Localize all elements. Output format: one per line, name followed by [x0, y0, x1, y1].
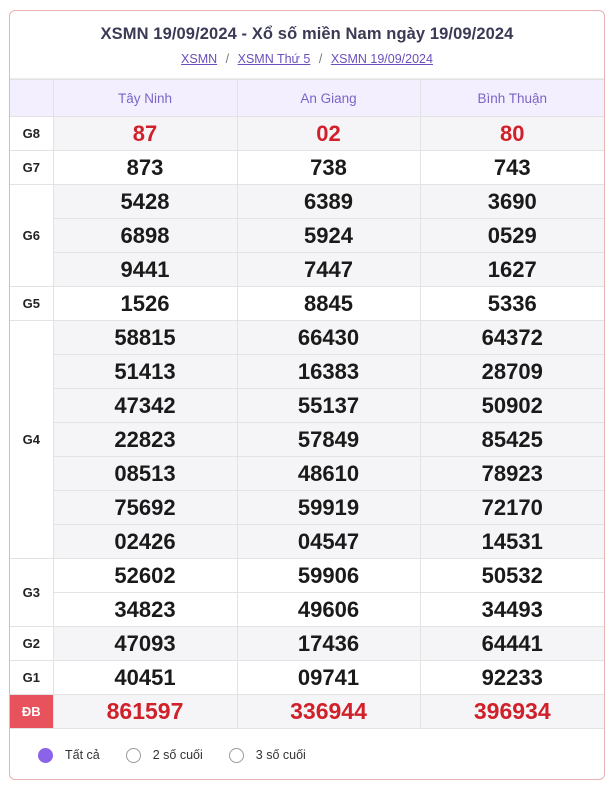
prize-number: 6898 [53, 219, 237, 253]
prize-number: 59919 [237, 491, 420, 525]
prize-number: 55137 [237, 389, 420, 423]
prize-label: G3 [10, 559, 53, 627]
breadcrumb-separator: / [318, 52, 323, 66]
prize-number: 8845 [237, 287, 420, 321]
prize-number: 34823 [53, 593, 237, 627]
prize-number: 64372 [420, 321, 604, 355]
prize-number: 16383 [237, 355, 420, 389]
filter-option-all[interactable] [38, 748, 100, 763]
prize-number: 72170 [420, 491, 604, 525]
prize-label: G7 [10, 151, 53, 185]
prize-number: 49606 [237, 593, 420, 627]
radio-unselected-icon[interactable] [229, 748, 244, 763]
special-prize-number: 861597 [53, 695, 237, 729]
filter-option-label: Tất cả [65, 748, 100, 762]
prize-row-g4 [10, 491, 604, 525]
prize-row-g7 [10, 151, 604, 185]
filter-option-label: 3 số cuối [255, 748, 306, 762]
prize-number: 87 [53, 117, 237, 151]
province-header[interactable]: An Giang [237, 80, 420, 117]
prize-number: 3690 [420, 185, 604, 219]
breadcrumb-link-xsmn[interactable]: XSMN [181, 52, 218, 66]
filter-option-label: 2 số cuối [152, 748, 203, 762]
prize-row-g4 [10, 525, 604, 559]
prize-label: G8 [10, 117, 53, 151]
breadcrumb [10, 52, 604, 66]
prize-row-g4 [10, 457, 604, 491]
prize-row-g5 [10, 287, 604, 321]
prize-number: 51413 [53, 355, 237, 389]
prize-label: G5 [10, 287, 53, 321]
results-header [10, 11, 604, 79]
prize-number: 1526 [53, 287, 237, 321]
province-header[interactable]: Tây Ninh [53, 80, 237, 117]
prize-label: G2 [10, 627, 53, 661]
prize-number: 57849 [237, 423, 420, 457]
prize-number: 09741 [237, 661, 420, 695]
prize-row-g6 [10, 219, 604, 253]
results-card [9, 10, 605, 780]
header-corner [10, 80, 53, 117]
prize-label: G4 [10, 321, 53, 559]
prize-number: 85425 [420, 423, 604, 457]
special-prize-number: 336944 [237, 695, 420, 729]
prize-row-g6 [10, 253, 604, 287]
breadcrumb-link-date[interactable]: XSMN 19/09/2024 [330, 52, 433, 66]
special-prize-label: ĐB [10, 695, 53, 729]
prize-number: 743 [420, 151, 604, 185]
prize-row-g4 [10, 389, 604, 423]
prize-number: 64441 [420, 627, 604, 661]
prize-number: 04547 [237, 525, 420, 559]
prize-row-g4 [10, 355, 604, 389]
special-prize-number: 396934 [420, 695, 604, 729]
prize-number: 7447 [237, 253, 420, 287]
prize-row-g1 [10, 661, 604, 695]
results-table [10, 79, 604, 729]
prize-number: 47093 [53, 627, 237, 661]
prize-number: 14531 [420, 525, 604, 559]
prize-label: G6 [10, 185, 53, 287]
prize-row-special [10, 695, 604, 729]
prize-number: 738 [237, 151, 420, 185]
prize-number: 22823 [53, 423, 237, 457]
prize-row-g3 [10, 559, 604, 593]
breadcrumb-separator: / [225, 52, 230, 66]
province-header[interactable]: Bình Thuận [420, 80, 604, 117]
prize-number: 02 [237, 117, 420, 151]
prize-number: 08513 [53, 457, 237, 491]
prize-number: 873 [53, 151, 237, 185]
prize-number: 28709 [420, 355, 604, 389]
prize-number: 52602 [53, 559, 237, 593]
prize-number: 34493 [420, 593, 604, 627]
radio-unselected-icon[interactable] [126, 748, 141, 763]
prize-number: 47342 [53, 389, 237, 423]
prize-row-g8 [10, 117, 604, 151]
prize-number: 66430 [237, 321, 420, 355]
filter-option-last-2[interactable] [126, 748, 203, 763]
page-title: XSMN 19/09/2024 - Xổ số miền Nam ngày 19/09/2024 [100, 25, 514, 43]
filter-option-last-3[interactable] [229, 748, 306, 763]
prize-number: 02426 [53, 525, 237, 559]
prize-row-g2 [10, 627, 604, 661]
prize-number: 59906 [237, 559, 420, 593]
prize-number: 1627 [420, 253, 604, 287]
prize-row-g3 [10, 593, 604, 627]
radio-selected-icon[interactable] [38, 748, 53, 763]
prize-number: 9441 [53, 253, 237, 287]
prize-number: 5428 [53, 185, 237, 219]
prize-number: 92233 [420, 661, 604, 695]
prize-row-g4 [10, 423, 604, 457]
prize-number: 6389 [237, 185, 420, 219]
prize-number: 5336 [420, 287, 604, 321]
breadcrumb-link-weekday[interactable]: XSMN Thứ 5 [237, 52, 311, 66]
prize-number: 78923 [420, 457, 604, 491]
prize-row-g4 [10, 321, 604, 355]
prize-number: 75692 [53, 491, 237, 525]
prize-label: G1 [10, 661, 53, 695]
prize-number: 80 [420, 117, 604, 151]
prize-row-g6 [10, 185, 604, 219]
prize-number: 50532 [420, 559, 604, 593]
prize-number: 58815 [53, 321, 237, 355]
prize-number: 5924 [237, 219, 420, 253]
prize-number: 17436 [237, 627, 420, 661]
prize-number: 50902 [420, 389, 604, 423]
prize-number: 0529 [420, 219, 604, 253]
prize-number: 40451 [53, 661, 237, 695]
province-header-row [10, 80, 604, 117]
prize-number: 48610 [237, 457, 420, 491]
digit-filter [10, 729, 604, 780]
